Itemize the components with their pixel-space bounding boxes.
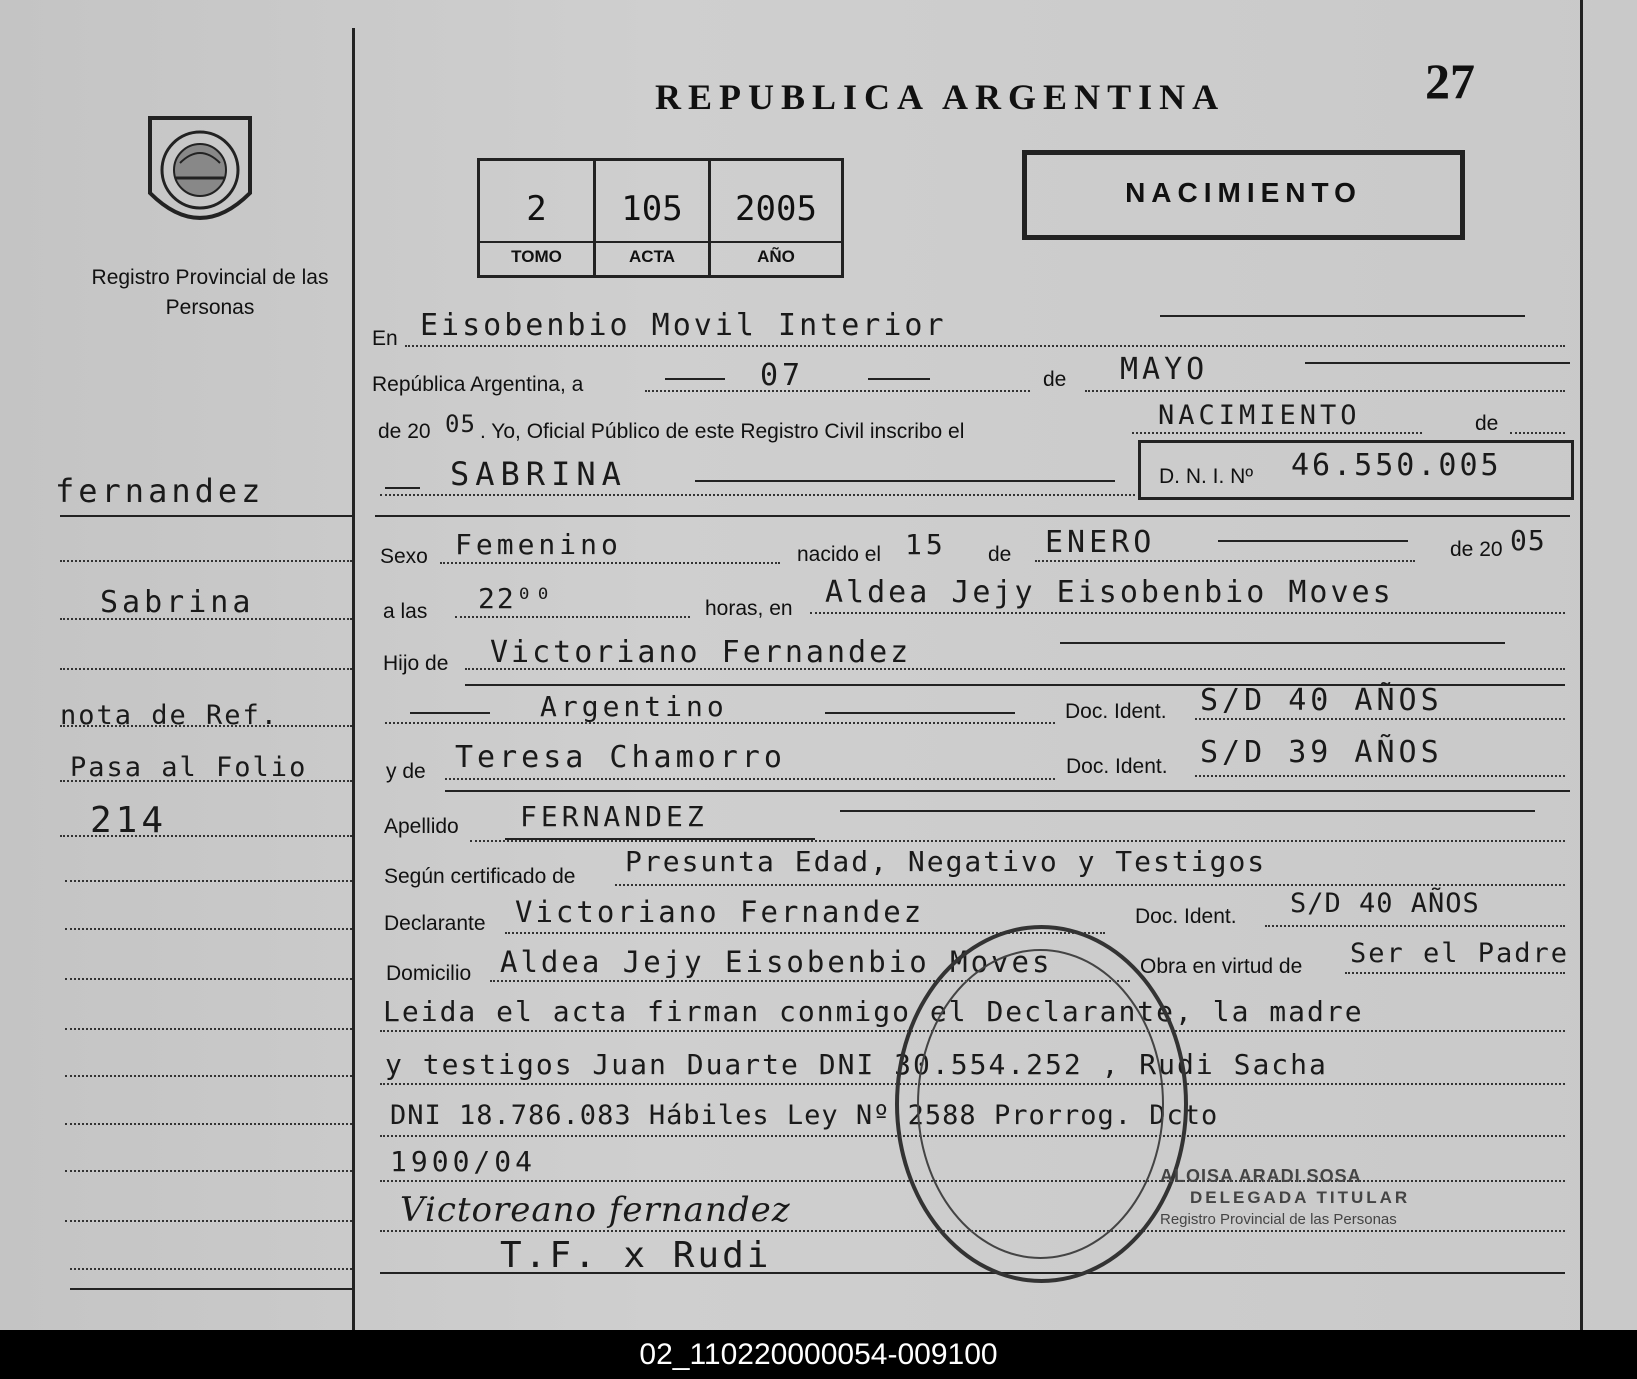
domicilio-label: Domicilio (386, 962, 472, 985)
obra-label: Obra en virtud de (1140, 955, 1303, 978)
scan-footer (0, 1330, 1637, 1379)
margin-line (60, 618, 352, 620)
yde-label: y de (386, 760, 426, 783)
de3-label: de (988, 543, 1012, 566)
birth-year-prefix: de 20 (1450, 538, 1503, 561)
acta-text-line-4: 1900/04 (390, 1145, 537, 1178)
certificado: Presunta Edad, Negativo y Testigos (625, 845, 1267, 878)
seal-inner-ring (917, 949, 1164, 1259)
line (1035, 560, 1415, 562)
father-nationality: Argentino (540, 690, 728, 723)
line (695, 480, 1115, 482)
line (665, 378, 725, 380)
line (1265, 925, 1565, 927)
right-border (1580, 0, 1583, 1330)
inscribe-what: NACIMIENTO (1158, 400, 1361, 431)
father-doc: S/D 40 AÑOS (1200, 683, 1443, 718)
republica-label: República Argentina, a (372, 373, 584, 396)
declarante-label: Declarante (384, 912, 486, 935)
doc-ident-label-3: Doc. Ident. (1135, 905, 1237, 928)
signature-declarante: Victoreano fernandez (400, 1190, 791, 1230)
line (440, 562, 780, 564)
page-number: 27 (1425, 53, 1475, 109)
margin-note: nota de Ref. (60, 700, 280, 731)
line (810, 612, 1565, 614)
margin-divider (352, 28, 355, 1330)
line (445, 790, 1570, 792)
dni-label: D. N. I. Nº (1159, 465, 1254, 488)
margin-folio: 214 (90, 800, 168, 841)
acta-label: ACTA (596, 241, 708, 267)
anio-label: AÑO (711, 241, 841, 267)
scan-code: 02_110220000054-009100 (639, 1338, 998, 1371)
line (1305, 362, 1570, 364)
tomo-label: TOMO (480, 241, 593, 267)
acta-text-line-3: DNI 18.786.083 Hábiles Ley Nº 2588 Prorrog. Dcto (390, 1100, 1219, 1131)
doc-ident-label: Doc. Ident. (1065, 700, 1167, 723)
acta-text-line-2: y testigos Juan Duarte DNI 30.554.252 , Rudi Sacha (385, 1048, 1328, 1081)
acta-text-line-1: Leida el acta firman conmigo el Declarante, la madre (383, 995, 1364, 1028)
margin-line (60, 725, 352, 727)
margin-line (65, 1170, 352, 1172)
margin-surname: fernandez (55, 472, 265, 510)
alas-label: a las (383, 600, 428, 623)
year-prefix: de 20 (378, 420, 431, 443)
officer-name: ALOISA ARADI SOSA (1160, 1166, 1362, 1186)
year-suffix: 05 (445, 410, 476, 438)
margin-line (60, 515, 352, 517)
hijo-label: Hijo de (383, 652, 449, 675)
line (1160, 315, 1525, 317)
line (465, 668, 1565, 670)
father-name: Victoriano Fernandez (490, 635, 912, 670)
domicilio: Aldea Jejy Eisobenbio Moves (500, 945, 1053, 979)
line (1510, 432, 1565, 434)
margin-line (65, 928, 352, 930)
document-title: REPUBLICA ARGENTINA (655, 77, 1226, 117)
tomo-cell (480, 161, 596, 275)
line (1132, 432, 1422, 434)
line (385, 722, 1055, 724)
registry-name: Registro Provincial de las Personas (91, 266, 329, 319)
line (410, 712, 490, 714)
dni-box (1138, 440, 1574, 500)
acta-cell (596, 161, 711, 275)
margin-line (65, 978, 352, 980)
line (455, 616, 690, 618)
anio-cell (711, 161, 841, 275)
margin-line (60, 780, 352, 782)
sexo: Femenino (455, 528, 622, 561)
certificate-type-box (1022, 150, 1465, 240)
margin-line (65, 1220, 352, 1222)
birth-day: 15 (905, 528, 947, 561)
margin-line (65, 1028, 352, 1030)
margin-line (65, 1123, 352, 1125)
yo-text: . Yo, Oficial Público de este Registro Civil inscribo el (480, 420, 965, 443)
line (1085, 390, 1565, 392)
horas-label: horas, en (705, 597, 793, 620)
margin-line (70, 1288, 352, 1290)
margin-line (60, 835, 352, 837)
margin-name: Sabrina (100, 585, 255, 620)
segun-label: Según certificado de (384, 865, 576, 888)
registration-place: Eisobenbio Movil Interior (420, 308, 947, 343)
obra: Ser el Padre (1350, 938, 1570, 969)
margin-note: Pasa al Folio (70, 752, 308, 783)
line (445, 778, 1055, 780)
line (1345, 972, 1565, 974)
officer-office: Registro Provincial de las Personas (1160, 1211, 1397, 1228)
acta-value: 105 (621, 189, 683, 229)
anio-value: 2005 (735, 189, 817, 229)
line (470, 840, 1565, 842)
margin-line (60, 560, 352, 562)
line (1218, 540, 1408, 542)
sexo-label: Sexo (380, 545, 428, 568)
line (380, 494, 1135, 496)
declarante-name: Victoriano Fernandez (515, 895, 925, 929)
line (380, 1272, 1565, 1274)
officer-role: DELEGADA TITULAR (1190, 1188, 1411, 1207)
birth-year-suffix: 05 (1510, 524, 1546, 557)
certificate-type: NACIMIENTO (1125, 177, 1362, 208)
margin-line (65, 1075, 352, 1077)
margin-line (65, 880, 352, 882)
de2-label: de (1475, 412, 1499, 435)
line (645, 390, 1030, 392)
birth-hour: 22⁰⁰ (478, 582, 554, 615)
doc-ident-label-2: Doc. Ident. (1066, 755, 1168, 778)
margin-line (60, 668, 352, 670)
official-seal-icon (895, 925, 1188, 1283)
signature-marks: T.F. x Rudi (500, 1235, 772, 1276)
line (825, 712, 1015, 714)
declarante-doc: S/D 40 AÑOS (1290, 888, 1480, 919)
birth-place: Aldea Jejy Eisobenbio Moves (825, 575, 1394, 610)
apellido: FERNANDEZ (520, 800, 708, 833)
province-shield-icon (140, 108, 260, 238)
line (840, 810, 1535, 812)
record-reference-box (477, 158, 844, 278)
line (1195, 718, 1565, 720)
apellido-label: Apellido (384, 815, 459, 838)
mother-name: Teresa Chamorro (455, 740, 786, 775)
line (1060, 642, 1505, 644)
tomo-value: 2 (526, 189, 547, 229)
month: MAYO (1120, 352, 1209, 387)
de-label: de (1043, 368, 1067, 391)
line (615, 884, 1565, 886)
nacido-label: nacido el (797, 543, 882, 566)
birth-month: ENERO (1045, 525, 1156, 560)
line (385, 487, 420, 489)
dni-value: 46.550.005 (1291, 448, 1502, 483)
line (868, 378, 930, 380)
line (405, 345, 1565, 347)
margin-line (70, 1268, 352, 1270)
en-label: En (372, 327, 398, 350)
day: 07 (760, 358, 805, 393)
child-name: SABRINA (450, 455, 627, 493)
officer-stamp (1160, 1165, 1410, 1231)
section-divider (375, 515, 1570, 517)
line (1195, 775, 1565, 777)
mother-doc: S/D 39 AÑOS (1200, 735, 1443, 770)
